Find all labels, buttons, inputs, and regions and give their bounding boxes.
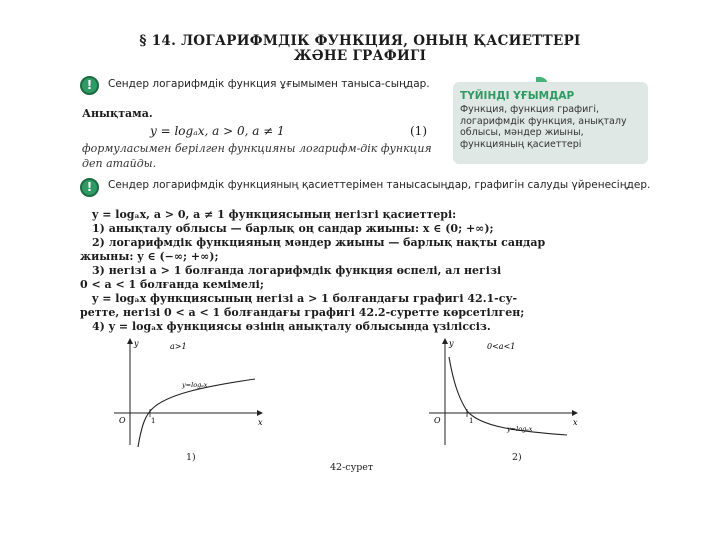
curve-label: y=logₐx xyxy=(182,381,208,389)
definition-label: Анықтама. xyxy=(82,107,153,120)
one-label: 1 xyxy=(469,417,474,425)
property-3-cont: 0 < a < 1 болғанда кемімелі; xyxy=(80,278,264,291)
property-3: 3) негізі a > 1 болғанда логарифмдік функция өспелі, ал негізі xyxy=(92,264,502,277)
y-axis-label: y xyxy=(134,339,139,348)
curve-label: y=logₐx xyxy=(507,425,533,433)
one-label: 1 xyxy=(151,417,156,425)
property-4: 4) y = logₐx функциясы өзінің анықталу облысында үзіліссіз. xyxy=(92,320,491,333)
page-title: § 14. ЛОГАРИФМДІК ФУНКЦИЯ, ОНЫҢ ҚАСИЕТТЕРІ xyxy=(139,33,581,49)
condition-label: 0<a<1 xyxy=(487,342,516,351)
y-axis-label: y xyxy=(449,339,454,348)
x-axis-label: x xyxy=(258,418,263,427)
property-2: 2) логарифмдік функцияның мәндер жиыны — барлық нақты сандар xyxy=(92,236,546,249)
info-icon-2: ! xyxy=(80,178,99,197)
log-curve-decreasing xyxy=(449,357,567,435)
origin-label: O xyxy=(119,416,126,425)
definition-text: формуласымен берілген функцияны логарифм-дік функция деп атайды. xyxy=(82,142,432,170)
graph-decreasing xyxy=(425,335,585,450)
key-concepts-title: ТҮЙІНДІ ҰҒЫМДАР xyxy=(460,90,575,102)
property-1: 1) анықталу облысы — барлық оң сандар жиыны: x ∈ (0; +∞); xyxy=(92,222,494,235)
condition-label: a>1 xyxy=(170,342,187,351)
x-axis-label: x xyxy=(573,418,578,427)
graph-increasing xyxy=(110,335,270,450)
formula-number: (1) xyxy=(410,124,427,138)
graph1-caption: 1) xyxy=(186,452,196,463)
intro-note: Сендер логарифмдік функция ұғымымен таныса-сыңдар. xyxy=(108,78,430,90)
graph2-caption: 2) xyxy=(512,452,522,463)
figure-caption: 42-сурет xyxy=(330,462,374,473)
page-title-line2: ЖӘНЕ ГРАФИГІ xyxy=(293,48,427,64)
info-icon: ! xyxy=(80,76,99,95)
property-3-graph-note-cont: ретте, негізі 0 < a < 1 болғандағы графигі 42.2-суретте көрсетілген; xyxy=(80,306,525,319)
property-3-graph-note: y = logₐx функциясының негізі a > 1 болғандағы графигі 42.1-су- xyxy=(92,292,518,305)
key-concepts-text: Функция, функция графигі, логарифмдік функция, анықталу облысы, мәндер жиыны, функцияның қасиеттері xyxy=(460,104,627,150)
definition-formula: y = logₐx, a > 0, a ≠ 1 xyxy=(150,124,285,138)
properties-heading: y = logₐx, a > 0, a ≠ 1 функциясының негізгі қасиеттері: xyxy=(92,208,457,221)
property-2-cont: жиыны: y ∈ (−∞; +∞); xyxy=(80,250,219,263)
origin-label: O xyxy=(434,416,441,425)
properties-note: Сендер логарифмдік функцияның қасиеттерімен танысасыңдар, графигін салуды үйренесіңдер. xyxy=(108,179,651,191)
